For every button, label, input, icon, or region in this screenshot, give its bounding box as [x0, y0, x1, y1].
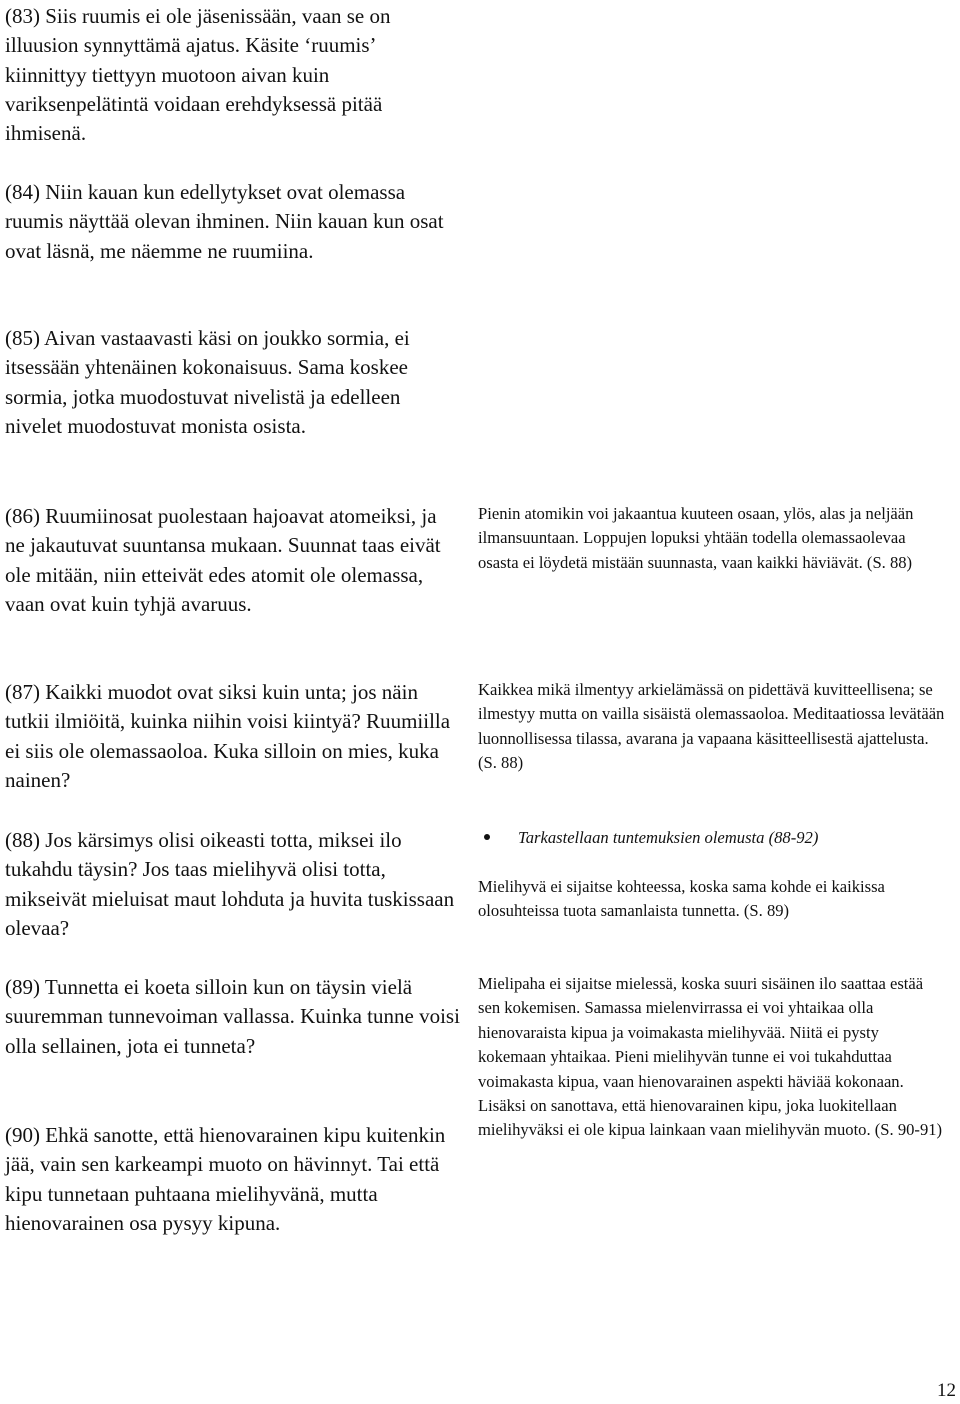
- commentary-87: Kaikkea mikä ilmentyy arkielämässä on pidettävä kuvitteellisena; se ilmestyy mutta on vailla sisäistä olemassaoloa. Meditaatiossa levätään luonnollisessa tilassa, avarana ja vapaana käsitteellisestä ajattelusta. (S. 88): [478, 680, 945, 773]
- verse-90: (90) Ehkä sanotte, että hienovarainen kipu kuitenkin jää, vain sen karkeampi muoto on hävinnyt. Tai että kipu tunnetaan puhtaana mielihyvänä, mutta hienovarainen osa pysyy kipuna.: [5, 1123, 446, 1235]
- section-heading: Tarkastellaan tuntemuksien olemusta (88-92): [518, 828, 819, 847]
- commentary-89: Mielipaha ei sijaitse mielessä, koska suuri sisäinen ilo saattaa estää sen kokemisen. Samassa mielenvirrassa ei voi yhtaikaa olla hienovaraista kipua ja voimakasta mielihyvää. Niitä ei pysty kokemaan yhtaikaa. Pieni mielihyvän tunne ei voi tukahduttaa voimakasta kipua, vaan hienovarainen aspekti häviää kokonaan. Lisäksi on sanottava, että hienovarainen kipu, joka luokitellaan mielihyväksi ei ole kipua lainkaan vaan mielihyvän muoto. (S. 90-91): [478, 974, 943, 1140]
- commentary-88: Mielihyvä ei sijaitse kohteessa, koska sama kohde ei kaikissa olosuhteissa tuota samanlaista tunnetta. (S. 89): [478, 877, 885, 921]
- verse-89: (89) Tunnetta ei koeta silloin kun on täysin vielä suuremman tunnevoiman vallassa. Kuinka tunne voisi olla sellainen, jota ei tunneta?: [5, 975, 460, 1058]
- verse-88: (88) Jos kärsimys olisi oikeasti totta, miksei ilo tukahdu täysin? Jos taas mielihyvä olisi totta, mikseivät mieluisat maut lohduta ja huvita tuskissaan olevaa?: [5, 828, 455, 940]
- verse-83: (83) Siis ruumis ei ole jäsenissään, vaan se on illuusion synnyttämä ajatus. Käsite ‘ruumis’ kiinnittyy tiettyyn muotoon aivan kuin variksenpelätintä voidaan erehdyksessä pitää ihmisenä.: [5, 4, 391, 146]
- verse-86: (86) Ruumiinosat puolestaan hajoavat atomeiksi, ja ne jakautuvat suuntansa mukaan. Suunnat taas eivät ole mitään, niin etteivät edes atomit ole olemassa, vaan ovat kuin tyhjä avaruus.: [5, 504, 441, 616]
- page-number: 12: [937, 1380, 956, 1401]
- verse-85: (85) Aivan vastaavasti käsi on joukko sormia, ei itsessään yhtenäinen kokonaisuus. Sama koskee sormia, jotka muodostuvat nivelistä ja edelleen nivelet muodostuvat monista osista.: [5, 326, 410, 438]
- bullet-icon: [484, 834, 490, 840]
- verse-84: (84) Niin kauan kun edellytykset ovat olemassa ruumis näyttää olevan ihminen. Niin kauan kun osat ovat läsnä, me näemme ne ruumiina.: [5, 180, 444, 263]
- commentary-86: Pienin atomikin voi jakaantua kuuteen osaan, ylös, alas ja neljään ilmansuuntaan. Loppujen lopuksi yhtään todella olemassaolevaa osasta ei löydetä mistään suunnasta, vaan kaikki häviävät. (S. 88): [478, 504, 914, 572]
- verse-87: (87) Kaikki muodot ovat siksi kuin unta; jos näin tutkii ilmiöitä, kuinka niihin voisi kiintyä? Ruumiilla ei siis ole olemassaoloa. Kuka silloin on mies, kuka nainen?: [5, 680, 451, 792]
